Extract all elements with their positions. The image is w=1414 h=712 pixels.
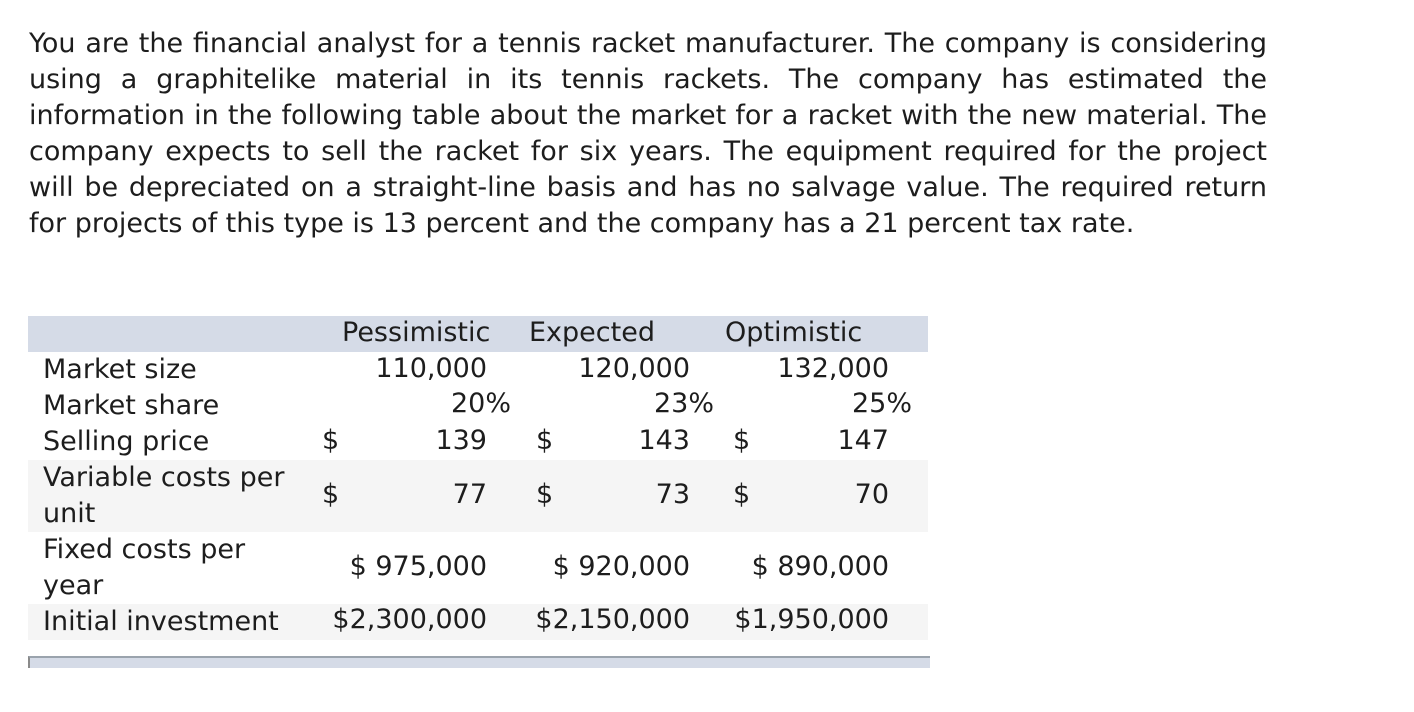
row-label: Fixed costs per [43,534,246,565]
currency-sign: $ [322,479,340,510]
value-pessimistic: 77 [452,479,487,510]
currency-sign: $ [733,425,751,456]
table-header-row [28,316,928,352]
problem-statement: You are the financial analyst for a tennis racket manufacturer. The company is considering using a graphitelike material in its tennis rackets. The company has estimated the information in the following table about the market for a racket with the new material. The company expects to sell the racket for six years. The equipment required for the project will be depreciated on a straight-line basis and has no salvage value. The required return for projects of this type is 13 percent and the company has a 21 percent tax rate. [29,28,1267,239]
value-expected: $2,150,000 [535,604,690,635]
table-row [28,352,928,388]
value-expected: 120,000 [578,353,690,384]
value-pessimistic: 20% [450,388,511,419]
row-label-continued: year [43,570,104,601]
table-row [28,388,928,424]
value-optimistic: 25% [851,388,912,419]
value-expected: $ 920,000 [552,551,690,582]
value-pessimistic: $2,300,000 [332,604,487,635]
header-expected: Expected [529,317,655,348]
header-pessimistic: Pessimistic [342,317,491,348]
row-label-continued: unit [43,498,96,529]
value-optimistic: 147 [837,425,889,456]
table-row [28,460,928,532]
table-bottom-bar [28,656,930,668]
value-optimistic: 132,000 [777,353,889,384]
value-pessimistic: $ 975,000 [349,551,487,582]
value-expected: 143 [638,425,690,456]
row-label: Initial investment [43,606,279,637]
value-optimistic: 70 [854,479,889,510]
value-expected: 73 [655,479,690,510]
value-optimistic: $ 890,000 [751,551,889,582]
value-optimistic: $1,950,000 [734,604,889,635]
value-pessimistic: 110,000 [375,353,487,384]
currency-sign: $ [536,425,554,456]
table-row [28,532,928,604]
currency-sign: $ [536,479,554,510]
row-label: Variable costs per [43,462,285,493]
value-pessimistic: 139 [435,425,487,456]
header-optimistic: Optimistic [725,317,863,348]
table-row [28,424,928,460]
row-label: Selling price [43,426,210,457]
value-expected: 23% [653,388,714,419]
currency-sign: $ [322,425,340,456]
row-label: Market share [43,390,220,421]
table-row [28,604,928,640]
currency-sign: $ [733,479,751,510]
row-label: Market size [43,354,197,385]
